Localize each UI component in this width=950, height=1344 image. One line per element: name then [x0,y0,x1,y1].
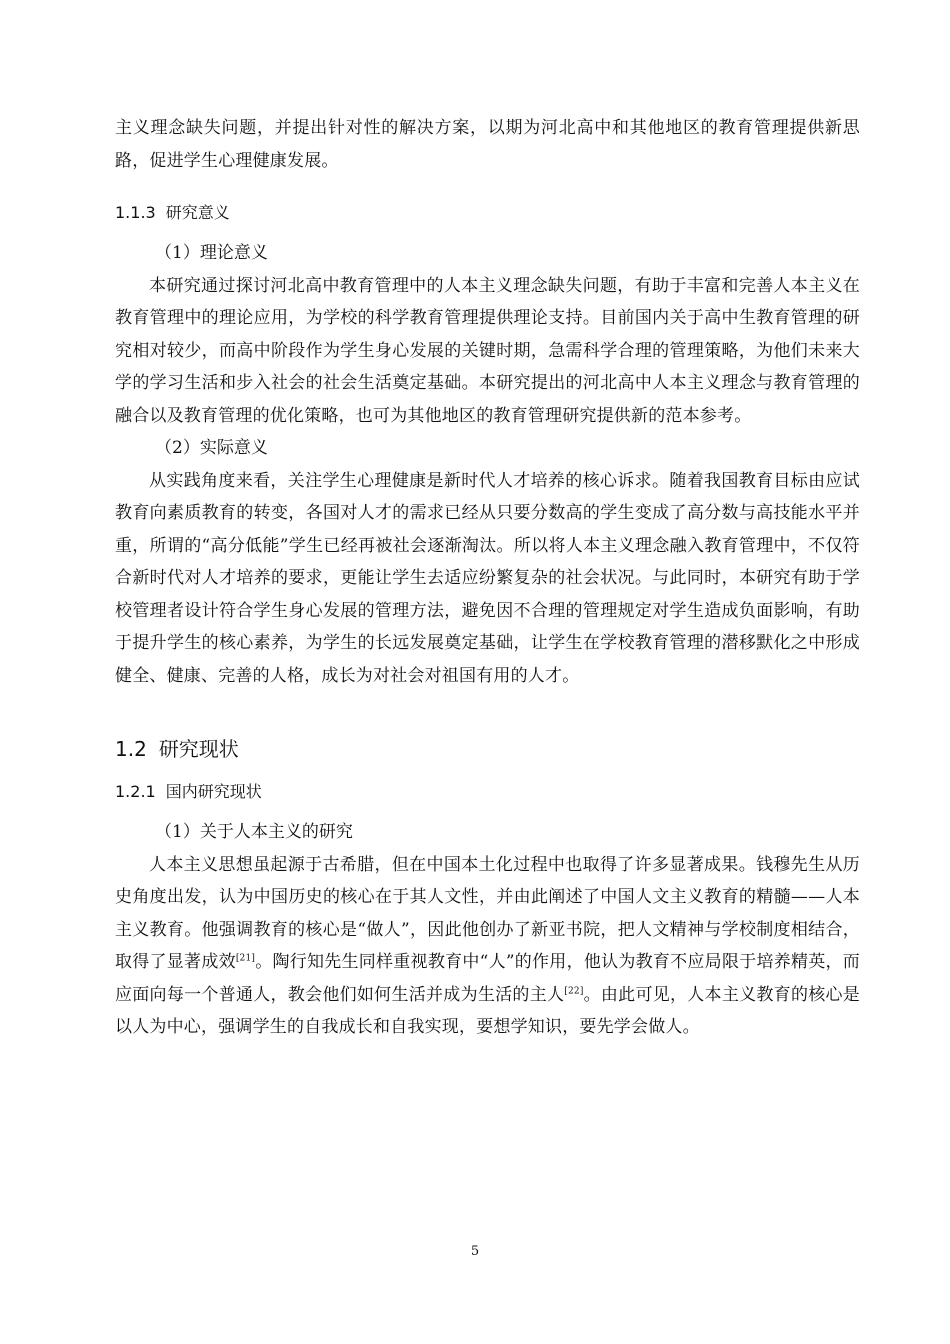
theory-significance-paragraph: 本研究通过探讨河北高中教育管理中的人本主义理念缺失问题，有助于丰富和完善人本主义在教育管理中的理论应用，为学校的科学教育管理提供理论支持。目前国内关于高中生教育管理的研究相对较少，而高中阶段作为学生身心发展的关键时期，急需科学合理的管理策略，为他们未来大学的学习生活和步入社会的社会生活奠定基础。本研究提出的河北高中人本主义理念与教育管理的融合以及教育管理的优化策略，也可为其他地区的教育管理研究提供新的范本参考。 [115,275,860,426]
practical-significance-label: （2）实际意义 [155,438,268,458]
section-title: 国内研究现状 [165,782,262,801]
citation-22: [22] [564,985,584,996]
practical-significance-paragraph: 从实践角度来看，关注学生心理健康是新时代人才培养的核心诉求。随着我国教育目标由应试教育向素质教育的转变，各国对人才的需求已经从只要分数高的学生变成了高分数与高技能水平并重，所谓的“高分低能”学生已经再被社会逐渐淘汰。所以将人本主义理念融入教育管理中，不仅符合新时代对人才培养的要求，更能让学生去适应纷繁复杂的社会状况。与此同时，本研究有助于学校管理者设计符合学生身心发展的管理方法，避免因不合理的管理规定对学生造成负面影响，有助于提升学生的核心素养，为学生的长远发展奠定基础，让学生在学校教育管理的潜移默化之中形成健全、健康、完善的人格，成长为对社会对祖国有用的人才。 [115,470,860,686]
intro-paragraph: 主义理念缺失问题，并提出针对性的解决方案，以期为河北高中和其他地区的教育管理提供新思路，促进学生心理健康发展。 [115,118,860,171]
citation-21: [21] [235,953,256,964]
section-number: 1.2.1 [115,782,156,801]
section-title: 研究意义 [165,203,230,222]
theory-significance-label: （1）理论意义 [155,243,268,263]
paragraph-text: 。由此可见，人本主义教育的核心是以人为中心，强调学生的自我成长和自我实现，要想学知识，要先学会做人。 [115,984,860,1037]
page-number: 5 [470,1244,480,1259]
paragraph-text: 。陶行知先生同样重视教育中“人”的作用，他认为教育不应局限于培养精英，而应面向每一个普通人，教会他们如何生活并成为生活的主人 [115,952,860,1005]
section-heading-1-2-1 [115,780,860,804]
humanism-research-paragraph [115,849,860,1044]
section-heading-1-2 [115,734,860,764]
section-title: 研究现状 [158,737,239,761]
paragraph-text: 人本主义思想虽起源于古希腊，但在中国本土化过程中也取得了许多显著成果。钱穆先生从历史角度出发，认为中国历史的核心在于其人文性，并由此阐述了中国人文主义教育的精髓——人本主义教育。他强调教育的核心是“做人”，因此他创办了新亚书院，把人文精神与学校制度相结合，取得了显著成效 [115,854,860,972]
section-number: 1.2 [115,737,147,761]
humanism-research-label: （1）关于人本主义的研究 [155,822,353,842]
page-content [115,112,860,1044]
section-number: 1.1.3 [115,203,156,222]
section-heading-1-1-3 [115,201,860,225]
